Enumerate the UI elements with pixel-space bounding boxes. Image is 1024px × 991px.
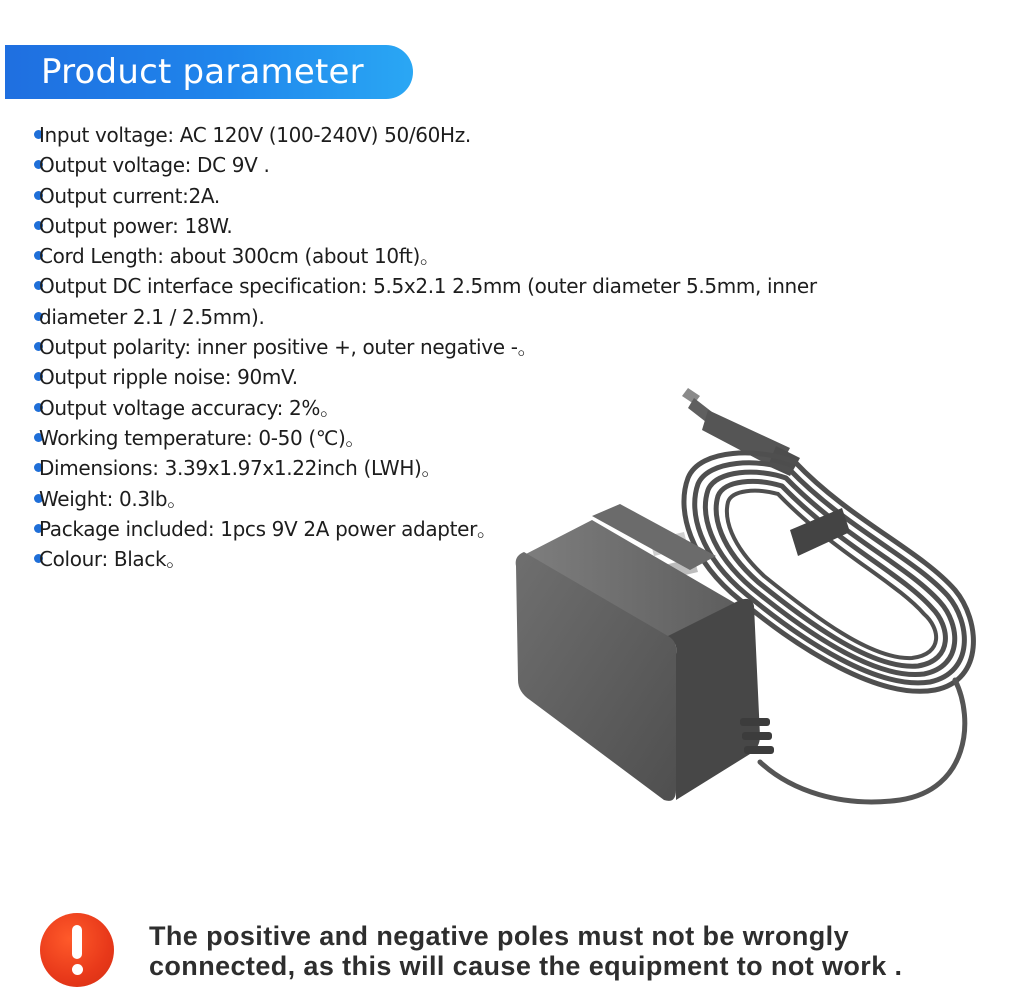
spec-text: Output DC interface specification: 5.5x2.1 2.5mm (outer diameter 5.5mm, inner bbox=[39, 274, 817, 299]
adapter-body bbox=[516, 504, 774, 801]
exclamation-dot bbox=[72, 964, 83, 975]
spec-item bbox=[34, 181, 854, 211]
section-title: Product parameter bbox=[41, 52, 364, 92]
spec-text: Output polarity: inner positive +, outer negative -。 bbox=[39, 335, 538, 360]
spec-text: Output current:2A. bbox=[39, 183, 220, 208]
spec-text: Colour: Black。 bbox=[39, 547, 186, 572]
spec-text: Dimensions: 3.39x1.97x1.22inch (LWH)。 bbox=[39, 456, 442, 481]
warning-line-1: The positive and negative poles must not be wrongly bbox=[149, 921, 850, 951]
spec-item bbox=[34, 211, 854, 241]
warning-line-2: connected, as this will cause the equipment to not work . bbox=[149, 951, 903, 981]
section-title-banner bbox=[5, 45, 413, 99]
spec-text: Output voltage accuracy: 2%。 bbox=[39, 395, 340, 420]
spec-text: Working temperature: 0-50 (℃)。 bbox=[39, 425, 366, 450]
spec-text: Output ripple noise: 90mV. bbox=[39, 365, 298, 390]
exclamation-bar bbox=[72, 925, 82, 959]
power-adapter-icon bbox=[505, 380, 985, 820]
spec-item bbox=[34, 302, 854, 332]
spec-text: diameter 2.1 / 2.5mm). bbox=[39, 304, 265, 329]
spec-text: Cord Length: about 300cm (about 10ft)。 bbox=[39, 244, 440, 269]
spec-item bbox=[34, 150, 854, 180]
spec-item bbox=[34, 332, 854, 362]
spec-text: Package included: 1pcs 9V 2A power adapter。 bbox=[39, 516, 497, 541]
warning-message bbox=[149, 921, 1009, 981]
spec-text: Weight: 0.3lb。 bbox=[39, 486, 187, 511]
exclamation-icon bbox=[40, 913, 114, 987]
spec-item bbox=[34, 271, 854, 301]
spec-text: Output power: 18W. bbox=[39, 213, 233, 238]
spec-text: Output voltage: DC 9V . bbox=[39, 153, 270, 178]
spec-item bbox=[34, 120, 854, 150]
spec-text: Input voltage: AC 120V (100-240V) 50/60Hz. bbox=[39, 123, 471, 147]
spec-item bbox=[34, 241, 854, 271]
